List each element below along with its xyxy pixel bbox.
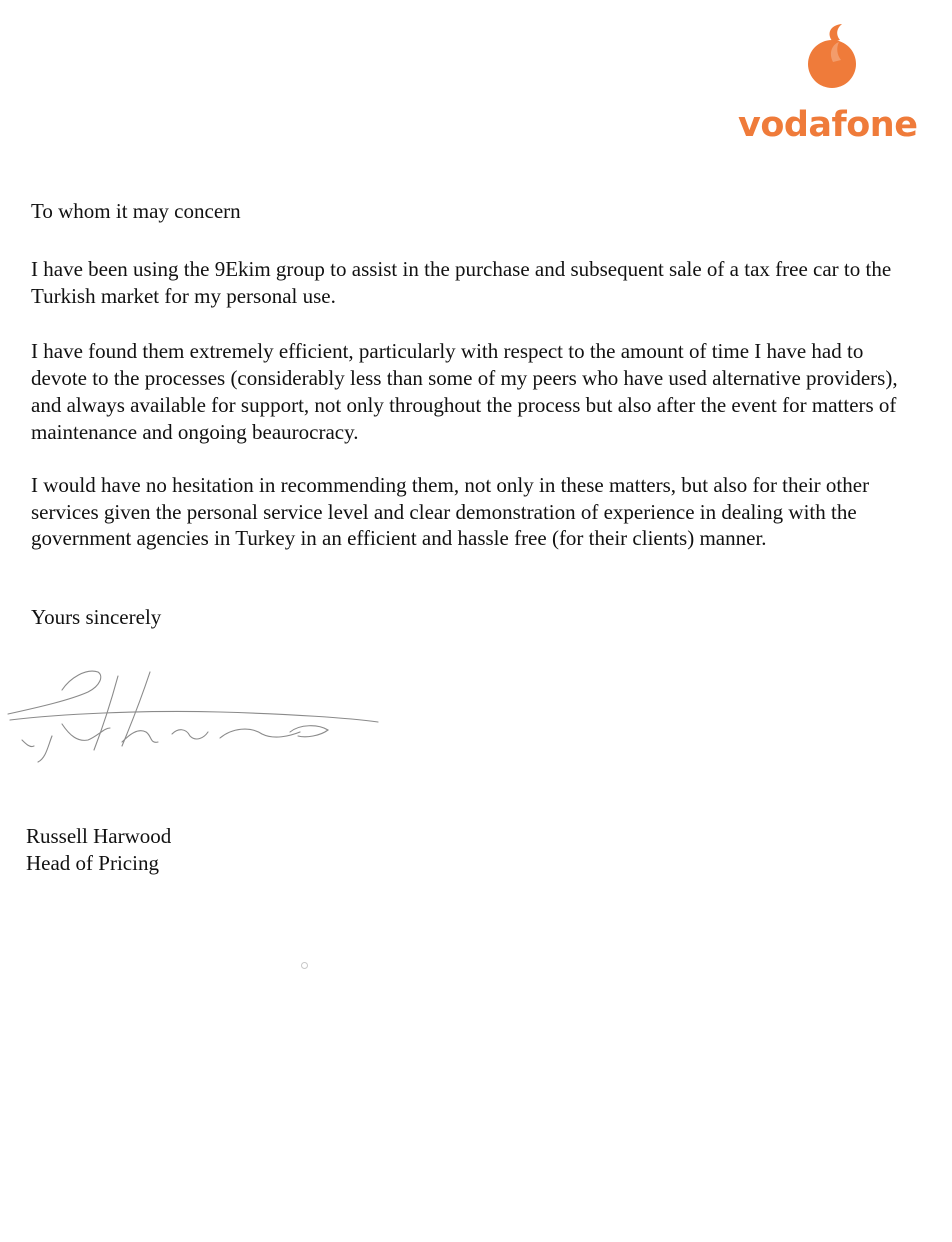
letter-paragraph-1: I have been using the 9Ekim group to assist in the purchase and subsequent sale of a tax free car to the Turkish market for my personal use.	[31, 257, 892, 308]
vodafone-logo	[736, 22, 932, 154]
signatory-name: Russell Harwood	[26, 824, 172, 848]
letter-paragraph-2: I have found them extremely efficient, particularly with respect to the amount of time I have had to devote to the processes (considerably less than some of my peers who have used alternative providers), and always available for support, not only throughout the process but also after the event for matters of maintenance and ongoing beaurocracy.	[31, 339, 898, 444]
letter-closing: Yours sincerely	[31, 605, 162, 629]
paper-speck	[301, 962, 308, 969]
letter-paragraph-3: I would have no hesitation in recommending them, not only in these matters, but also for their other services given the personal service level and clear demonstration of experience in dealing with the government agencies in Turkey in an efficient and hassle free (for their clients) manner.	[31, 473, 870, 550]
signature-block	[26, 823, 171, 877]
vodafone-wordmark: vodafone	[738, 105, 918, 145]
letter-greeting: To whom it may concern	[31, 199, 241, 223]
vodafone-speechmark-icon	[806, 22, 858, 90]
handwritten-signature	[0, 662, 390, 772]
signatory-title: Head of Pricing	[26, 851, 159, 875]
